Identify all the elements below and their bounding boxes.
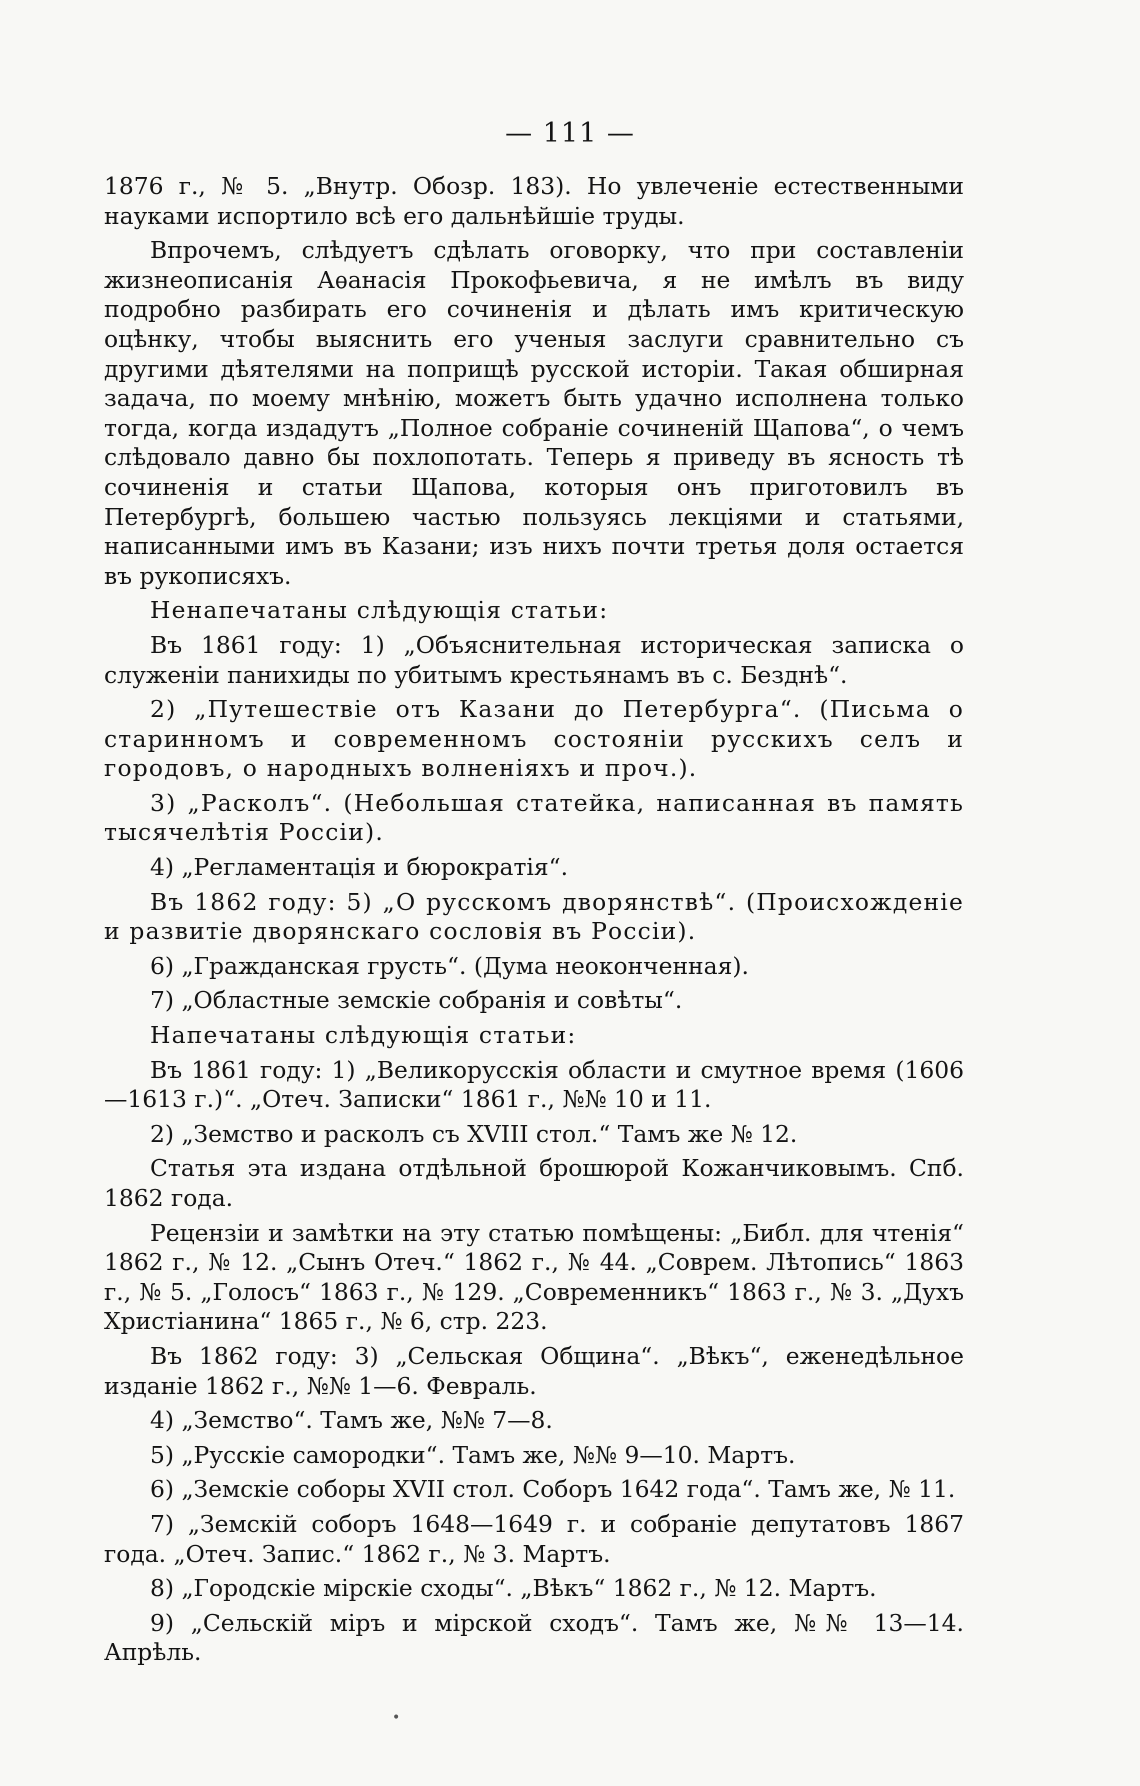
paragraph-reviews: Рецензіи и замѣтки на эту статью помѣщены: „Библ. для чтенія“ 1862 г., № 12. „Сынъ Отеч.“ 1862 г., № 44. „Соврем. Лѣтопись“ 1863 г., № 5. „Голосъ“ 1863 г., № 129. „Современникъ“ 1863 г., № 3. „Духъ Христіанина“ 1865 г., № 6, стр. 223. bbox=[104, 1218, 964, 1336]
list-item: 2) „Путешествіе отъ Казани до Петербурга“. (Письма о старинномъ и современномъ состояніи русскихъ селъ и городовъ, о народныхъ волненіяхъ и проч.). bbox=[104, 695, 964, 783]
list-item: 4) „Регламентація и бюрократія“. bbox=[150, 853, 569, 882]
heading-unpublished: Ненапечатаны слѣдующія статьи: bbox=[150, 596, 609, 625]
heading-published: Напечатаны слѣдующія статьи: bbox=[150, 1021, 577, 1050]
list-item: 2) „Земство и расколъ съ XVIII стол.“ Тамъ же № 12. bbox=[150, 1119, 798, 1148]
list-item: 9) „Сельскій міръ и мірской сходъ“. Тамъ же, №№ 13—14. Апрѣль. bbox=[104, 1608, 964, 1667]
paragraph-note: Статья эта издана отдѣльной брошюрой Кожанчиковымъ. Спб. 1862 года. bbox=[104, 1154, 964, 1212]
list-item: Въ 1862 году: 3) „Сельская Община“. „Вѣкъ“, еженедѣльное изданіе 1862 г., №№ 1—6. Февраль. bbox=[104, 1341, 964, 1400]
list-item: 7) „Земскій соборъ 1648—1649 г. и собраніе депутатовъ 1867 года. „Отеч. Запис.“ 1862 г., № 3. Мартъ. bbox=[104, 1509, 964, 1568]
list-item: Въ 1861 году: 1) „Объяснительная историческая записка о служеніи панихиды по убитымъ крестьянамъ въ с. Безднѣ“. bbox=[104, 630, 964, 689]
list-item: 4) „Земство“. Тамъ же, №№ 7—8. bbox=[150, 1406, 553, 1435]
paragraph-remark: Впрочемъ, слѣдуетъ сдѣлать оговорку, что при составленіи жизнеописанія Аѳанасія Прокофьевича, я не имѣлъ въ виду подробно разбирать его сочиненія и дѣлать имъ критическую оцѣнку, чтобы выяснить его ученыя заслуги сравнительно съ другими дѣятелями на поприщѣ русской исторіи. Такая обширная задача, по моему мнѣнію, можетъ быть удачно исполнена только тогда, когда издадутъ „Полное собраніе сочиненій Щапова“, о чемъ слѣдовало давно бы похлопотать. Теперь я приведу въ ясность тѣ сочиненія и статьи Щапова, которыя онъ приготовилъ въ Петербургѣ, большею частью пользуясь лекціями и статьями, написанными имъ въ Казани; изъ нихъ почти третья доля остается въ рукописяхъ. bbox=[104, 236, 964, 590]
list-item: 6) „Гражданская грусть“. (Дума неоконченная). bbox=[150, 951, 749, 980]
list-item: 8) „Городскіе мірскіе сходы“. „Вѣкъ“ 1862 г., № 12. Мартъ. bbox=[150, 1574, 877, 1603]
scan-speck: • bbox=[392, 1710, 401, 1726]
list-item: Въ 1861 году: 1) „Великорусскія области и смутное время (1606—1613 г.)“. „Отеч. Записки“ 1861 г., №№ 10 и 11. bbox=[104, 1055, 964, 1114]
paragraph-continuation: 1876 г., № 5. „Внутр. Обозр. 183). Но увлеченіе естественными науками испортило всѣ его дальнѣйшіе труды. bbox=[104, 172, 964, 230]
list-item: 5) „Русскіе самородки“. Тамъ же, №№ 9—10. Мартъ. bbox=[150, 1440, 796, 1469]
page-number: — 111 — bbox=[505, 118, 635, 149]
list-item: 6) „Земскіе соборы XVII стол. Соборъ 1642 года“. Тамъ же, № 11. bbox=[150, 1475, 956, 1504]
body-text bbox=[104, 172, 964, 1673]
list-item: 7) „Областные земскіе собранія и совѣты“. bbox=[150, 986, 683, 1015]
list-item: Въ 1862 году: 5) „О русскомъ дворянствѣ“. (Происхожденіе и развитіе дворянскаго сословія въ Россіи). bbox=[104, 887, 964, 946]
list-item: 3) „Расколъ“. (Небольшая статейка, написанная въ память тысячелѣтія Россіи). bbox=[104, 788, 964, 847]
